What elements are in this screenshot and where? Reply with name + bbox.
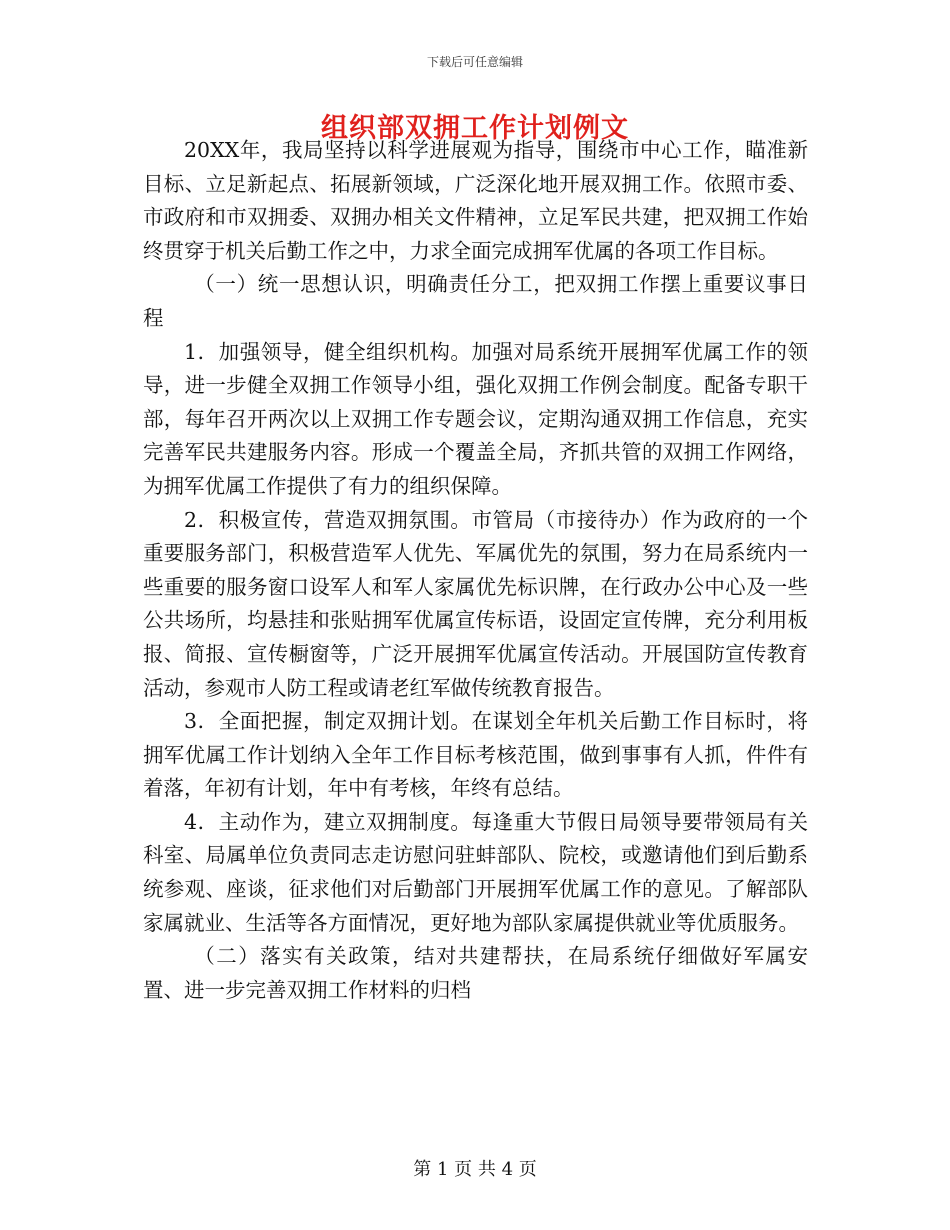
header-note: 下载后可任意编辑 bbox=[426, 55, 523, 69]
item-paragraph-2: 2．积极宣传，营造双拥氛围。市管局（市接待办）作为政府的一个重要服务部门，积极营造军人优先、军属优先的氛围，努力在局系统内一些重要的服务窗口设军人和军人家属优先标识牌，在行政办公中心及一些公共场所，均悬挂和张贴拥军优属宣传标语，设固定宣传牌，充分利用板报、简报、宣传橱窗等，广泛开展拥军优属宣传活动。开展国防宣传教育活动，参观市人防工程或请老红军做传统教育报告。 bbox=[143, 507, 808, 700]
page-number-footer: 第 1 页 共 4 页 bbox=[413, 1159, 537, 1180]
section-heading-2: （二）落实有关政策，结对共建帮扶，在局系统仔细做好军属安置、进一步完善双拥工作材料的归档 bbox=[143, 944, 808, 1002]
intro-paragraph: 20XX年，我局坚持以科学进展观为指导，围绕市中心工作，瞄准新目标、立足新起点、拓展新领域，广泛深化地开展双拥工作。依照市委、市政府和市双拥委、双拥办相关文件精神，立足军民共建，把双拥工作始终贯穿于机关后勤工作之中，力求全面完成拥军优属的各项工作目标。 bbox=[143, 138, 808, 263]
item-paragraph-1: 1．加强领导，健全组织机构。加强对局系统开展拥军优属工作的领导，进一步健全双拥工作领导小组，强化双拥工作例会制度。配备专职干部，每年召开两次以上双拥工作专题会议，定期沟通双拥工作信息，充实完善军民共建服务内容。形成一个覆盖全局，齐抓共管的双拥工作网络，为拥军优属工作提供了有力的组织保障。 bbox=[143, 339, 808, 498]
item-paragraph-4: 4．主动作为，建立双拥制度。每逢重大节假日局领导要带领局有关科室、局属单位负责同志走访慰问驻蚌部队、院校，或邀请他们到后勤系统参观、座谈，征求他们对后勤部门开展拥军优属工作的意见。了解部队家属就业、生活等各方面情况，更好地为部队家属提供就业等优质服务。 bbox=[143, 809, 808, 935]
document-body bbox=[143, 134, 808, 1007]
document-title: 组织部双拥工作计划例文 bbox=[321, 113, 629, 144]
item-paragraph-3: 3．全面把握，制定双拥计划。在谋划全年机关后勤工作目标时，将拥军优属工作计划纳入全年工作目标考核范围，做到事事有人抓，件件有着落，年初有计划，年中有考核，年终有总结。 bbox=[143, 709, 808, 801]
section-heading-1: （一）统一思想认识，明确责任分工，把双拥工作摆上重要议事日程 bbox=[143, 272, 808, 330]
